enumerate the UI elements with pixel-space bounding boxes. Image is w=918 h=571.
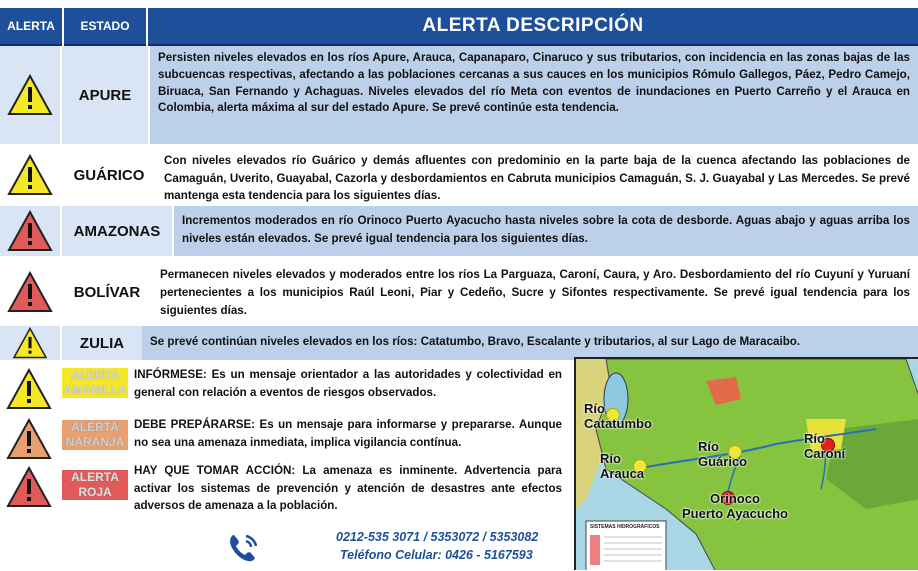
map-label-catatumbo: Río Catatumbo — [584, 401, 652, 431]
map-label-orinoco: Orinoco Puerto Ayacucho — [682, 491, 788, 521]
legend-label: ALERTA NARANJA — [62, 420, 128, 450]
state-name: ZULIA — [62, 326, 142, 360]
col-header-estado: ESTADO — [64, 8, 146, 46]
state-description: Incrementos moderados en río Orinoco Puerto Ayacucho hasta niveles sobre la cota de desborde. Aguas abajo y aguas arriba los niveles están elevados. Se prevé igual tendencia para los siguientes días. — [174, 206, 918, 256]
state-description: Permanecen niveles elevados y moderados entre los ríos La Parguaza, Caroní, Caura, y Aro. Desbordamiento del río Cuyuní y Yuruaní pertenecientes a los municipios Raúl Leoni, Piar y Cedeño, Sucre y Sifontes respectivamente. Se prevé igual tendencia para los siguientes días. — [152, 262, 918, 322]
phone-icon — [224, 530, 264, 566]
state-description: Con niveles elevados río Guárico y demás afluentes con predominio en la parte baja de la cuenca afectando las poblaciones de Camaguán, Uverito, Guayabal, Cazorla y desbordamientos en Cabruta municipios Camaguán, S. J. Guayabal y Las Mercedes. Se prevé mantenga esta tendencia para los siguientes días. — [156, 148, 918, 202]
yellow-warning-icon — [0, 46, 60, 144]
legend-text: HAY QUE TOMAR ACCIÓN: La amenaza es inminente. Advertencia para activar los sistemas de prevención y atención de desastres ante efectos adversos de amenaza a la población. — [134, 464, 562, 513]
legend-red — [0, 460, 570, 522]
legend-yellow — [0, 364, 570, 412]
contact-mobile: Teléfono Celular: 0426 - 5167593 — [340, 548, 533, 562]
map-legend-title: SISTEMAS HIDROGRÁFICOS — [590, 524, 660, 530]
map-label-caroni: Río Caroní — [804, 431, 846, 461]
alert-row-zulia — [0, 326, 918, 360]
state-name: APURE — [62, 46, 148, 144]
legend-label: ALERTA AMARILLA — [63, 368, 127, 397]
map-label-arauca: Río Arauca — [600, 451, 645, 481]
state-name: GUÁRICO — [62, 148, 156, 202]
legend-label: ALERTA ROJA — [62, 470, 128, 500]
col-header-alerta: ALERTA — [0, 8, 62, 46]
legend-text: DEBE PREPÁRARSE: Es un mensaje para informarse y prepararse. Aunque no sea una amenaza inmediata, implica vigilancia contínua. — [134, 418, 562, 449]
yellow-warning-icon — [6, 368, 52, 415]
orange-warning-icon — [6, 418, 52, 465]
hydrographic-map — [574, 357, 918, 570]
alert-row-amazonas — [0, 206, 918, 256]
yellow-warning-icon — [0, 326, 60, 360]
yellow-warning-icon — [0, 148, 60, 202]
alert-row-bolivar — [0, 262, 918, 322]
alert-row-apure — [0, 46, 918, 144]
col-header-descripcion: ALERTA DESCRIPCIÓN — [148, 8, 918, 46]
state-name: BOLÍVAR — [62, 262, 152, 322]
contact-footer — [0, 524, 574, 570]
state-description: Persisten niveles elevados en los ríos Apure, Arauca, Capanaparo, Cinaruco y sus tributarios, con incidencia en las zonas bajas de las subcuencas respectivas, afectando a las poblaciones cercanas a sus cauces en los municipios Rómulo Gallegos, Páez, Pedro Camejo, Biruaca, San Fernando y Achaguas. Niveles elevados del río Meta con eventos de inundaciones en Puerto Carreño y el Arauca en Colombia, alerta máxima al sur del estado Apure. Se prevé continúe esta tendencia. — [150, 46, 918, 144]
red-warning-icon — [6, 466, 52, 513]
red-warning-icon — [0, 206, 60, 256]
state-description: Se prevé continúan niveles elevados en los ríos: Catatumbo, Bravo, Escalante y tributarios, al sur Lago de Maracaibo. — [142, 326, 918, 360]
legend-orange — [0, 414, 570, 464]
state-name: AMAZONAS — [62, 206, 172, 256]
legend-text: INFÓRMESE: Es un mensaje orientador a las autoridades y colectividad en general con relación a eventos de riesgos observados. — [134, 368, 562, 399]
map-label-guarico: Río Guárico — [698, 439, 748, 469]
alert-row-guarico — [0, 148, 918, 202]
red-warning-icon — [0, 262, 60, 322]
contact-phones: 0212-535 3071 / 5353072 / 5353082 — [336, 530, 539, 544]
